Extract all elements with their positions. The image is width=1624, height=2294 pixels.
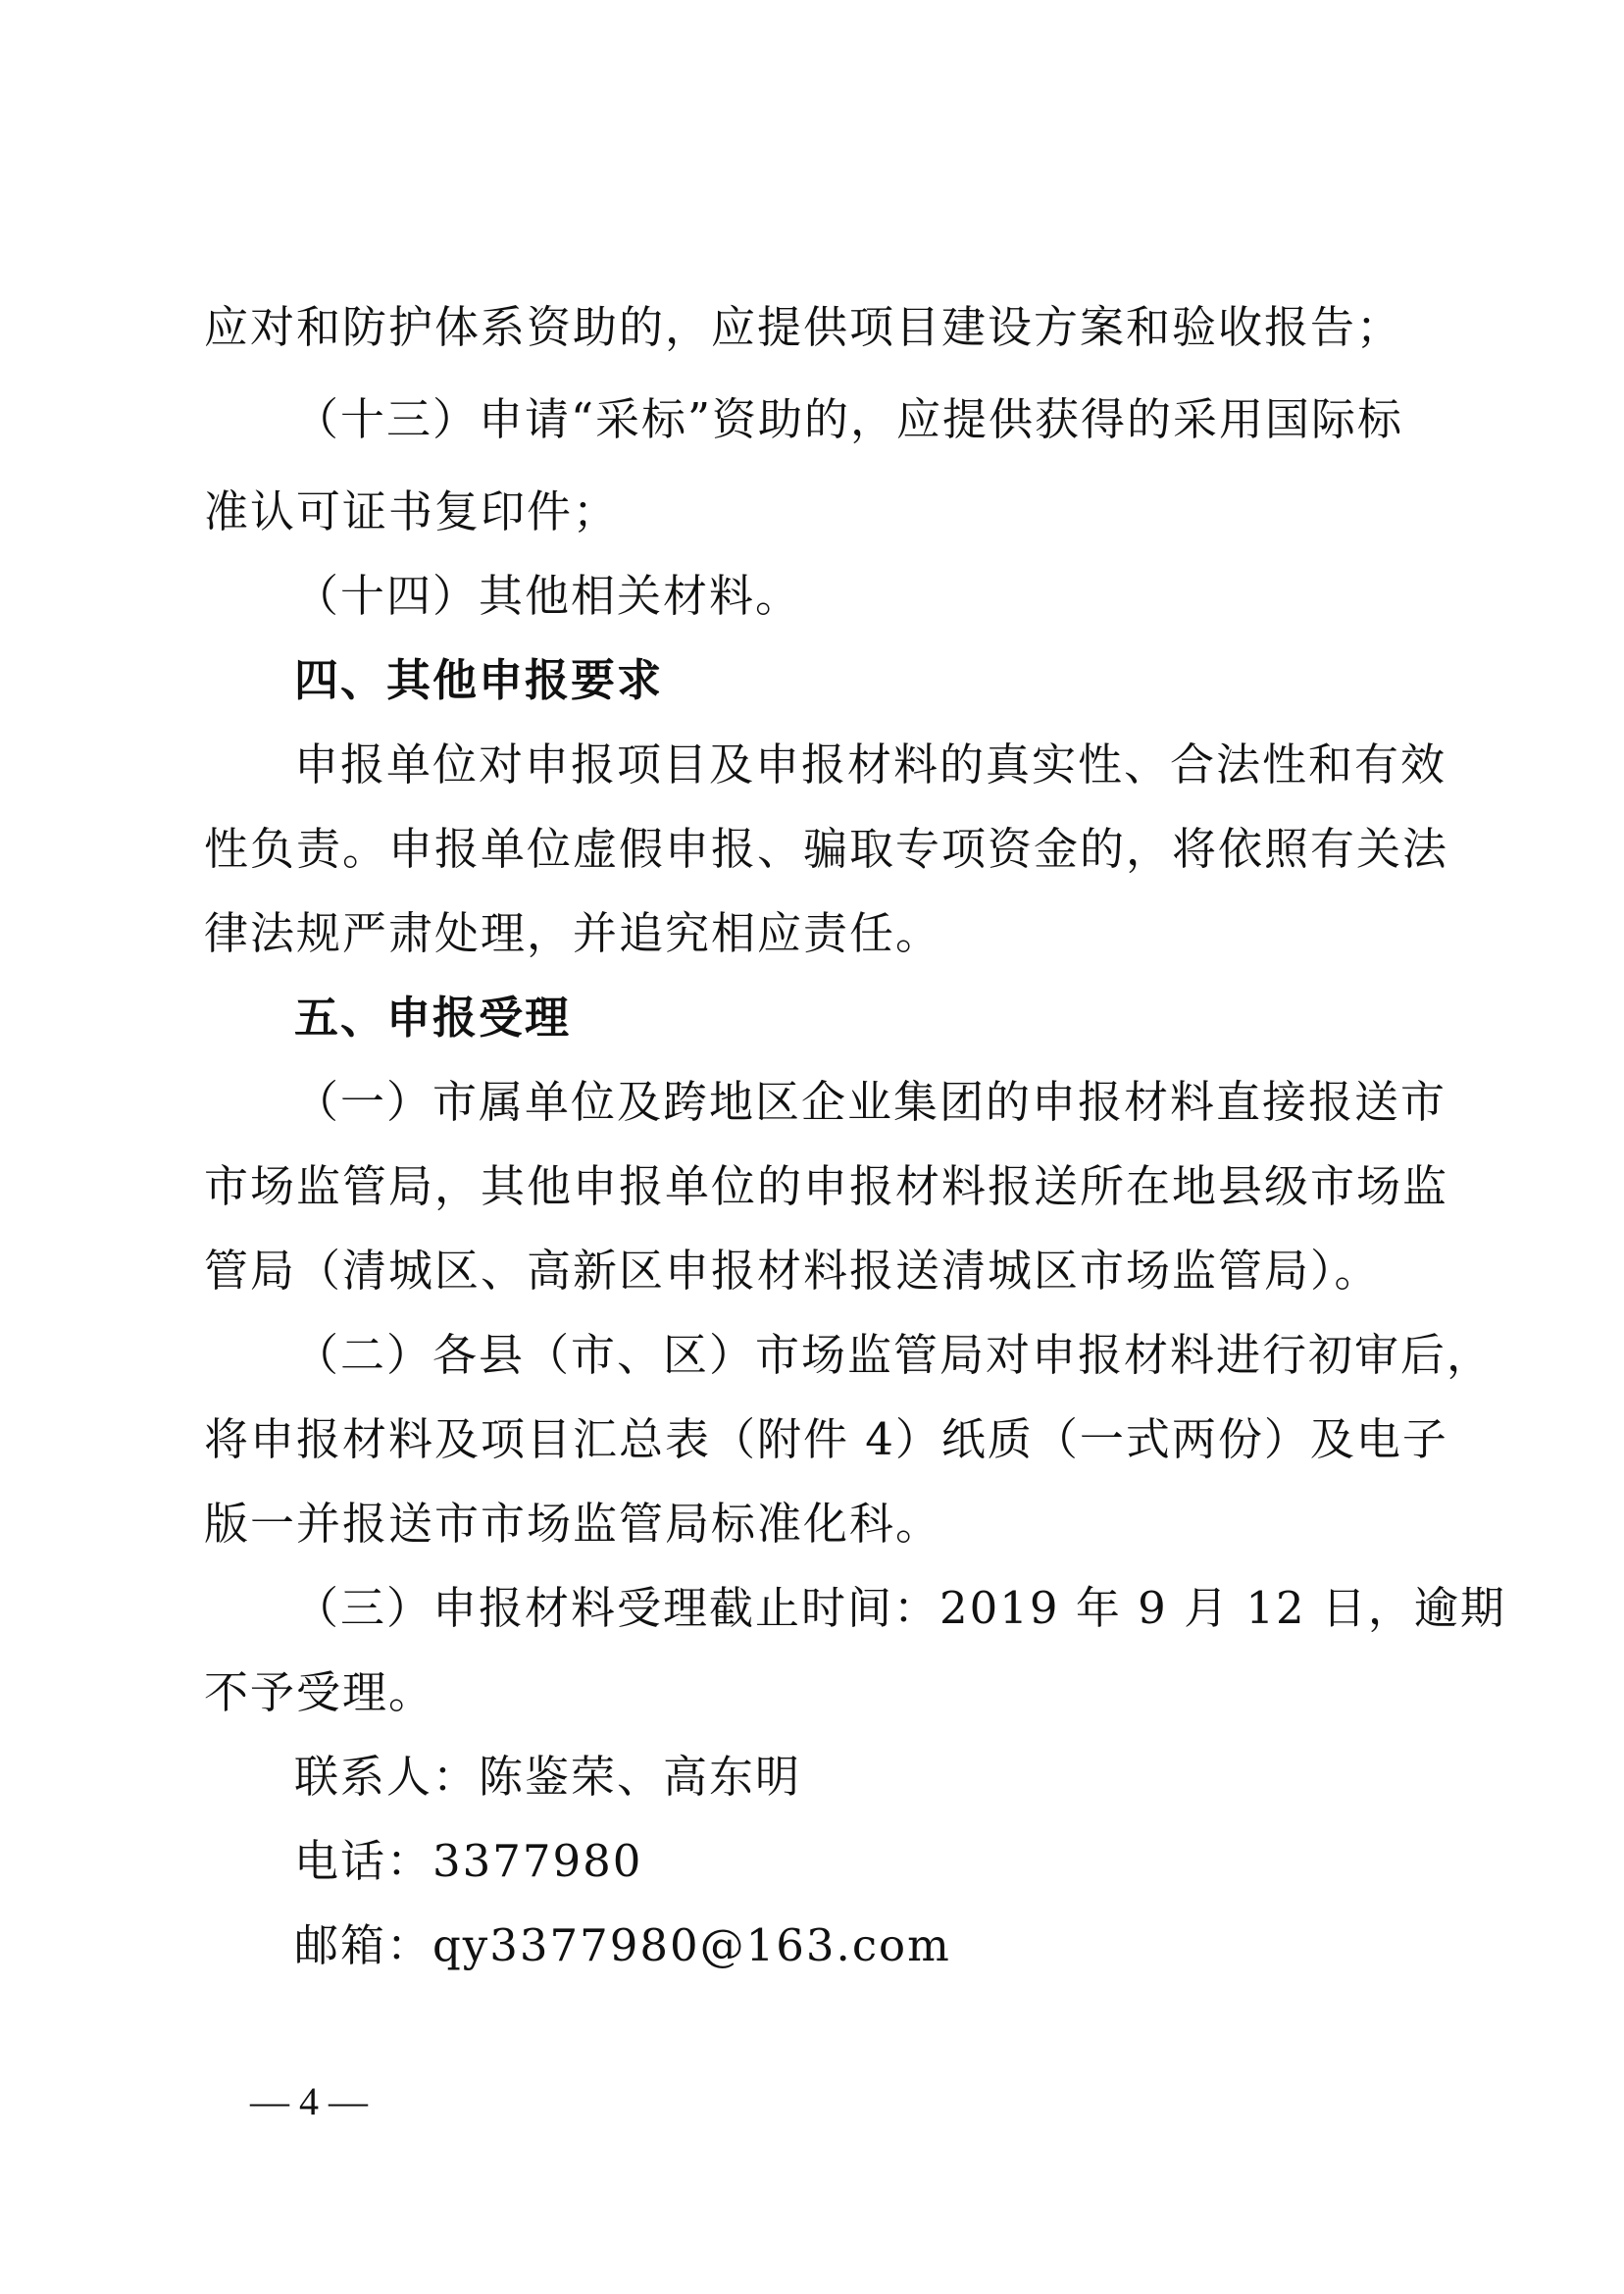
contact-phone-line: 电话：3377980 bbox=[294, 1835, 643, 1887]
paragraph-line: （三）申报材料受理截止时间：2019 年 9 月 12 日，逾期 bbox=[294, 1582, 1506, 1634]
paragraph-line: （十四）其他相关材料。 bbox=[294, 570, 802, 622]
paragraph-line: 版一并报送市市场监管局标准化科。 bbox=[204, 1498, 942, 1550]
paragraph-line: （二）各县（市、区）市场监管局对申报材料进行初审后， bbox=[294, 1329, 1494, 1381]
paragraph-line: 管局（清城区、高新区申报材料报送清城区市场监管局）。 bbox=[204, 1245, 1381, 1297]
paragraph-line: 应对和防护体系资助的，应提供项目建设方案和验收报告； bbox=[204, 301, 1403, 353]
paragraph-line: （十三）申请“采标”资助的，应提供获得的采用国际标 bbox=[294, 393, 1404, 445]
paragraph-line: 市场监管局，其他申报单位的申报材料报送所在地县级市场监 bbox=[204, 1160, 1449, 1212]
section-heading: 四、其他申报要求 bbox=[294, 654, 664, 706]
paragraph-line: 将申报材料及项目汇总表（附件 4）纸质（一式两份）及电子 bbox=[204, 1413, 1448, 1465]
paragraph-line: （一）市属单位及跨地区企业集团的申报材料直接报送市 bbox=[294, 1076, 1447, 1128]
paragraph-line: 性负责。申报单位虚假申报、骗取专项资金的，将依照有关法 bbox=[204, 823, 1449, 875]
paragraph-line: 不予受理。 bbox=[204, 1666, 435, 1718]
contact-person-line: 联系人：陈鉴荣、高东明 bbox=[294, 1751, 802, 1803]
paragraph-line: 律法规严肃处理，并追究相应责任。 bbox=[204, 907, 942, 959]
paragraph-line: 准认可证书复印件； bbox=[204, 485, 620, 537]
page-number: — 4 — bbox=[250, 2079, 368, 2123]
contact-email-line: 邮箱：qy3377980@163.com bbox=[294, 1919, 951, 1971]
paragraph-line: 申报单位对申报项目及申报材料的真实性、合法性和有效 bbox=[294, 739, 1447, 790]
section-heading: 五、申报受理 bbox=[294, 992, 572, 1044]
